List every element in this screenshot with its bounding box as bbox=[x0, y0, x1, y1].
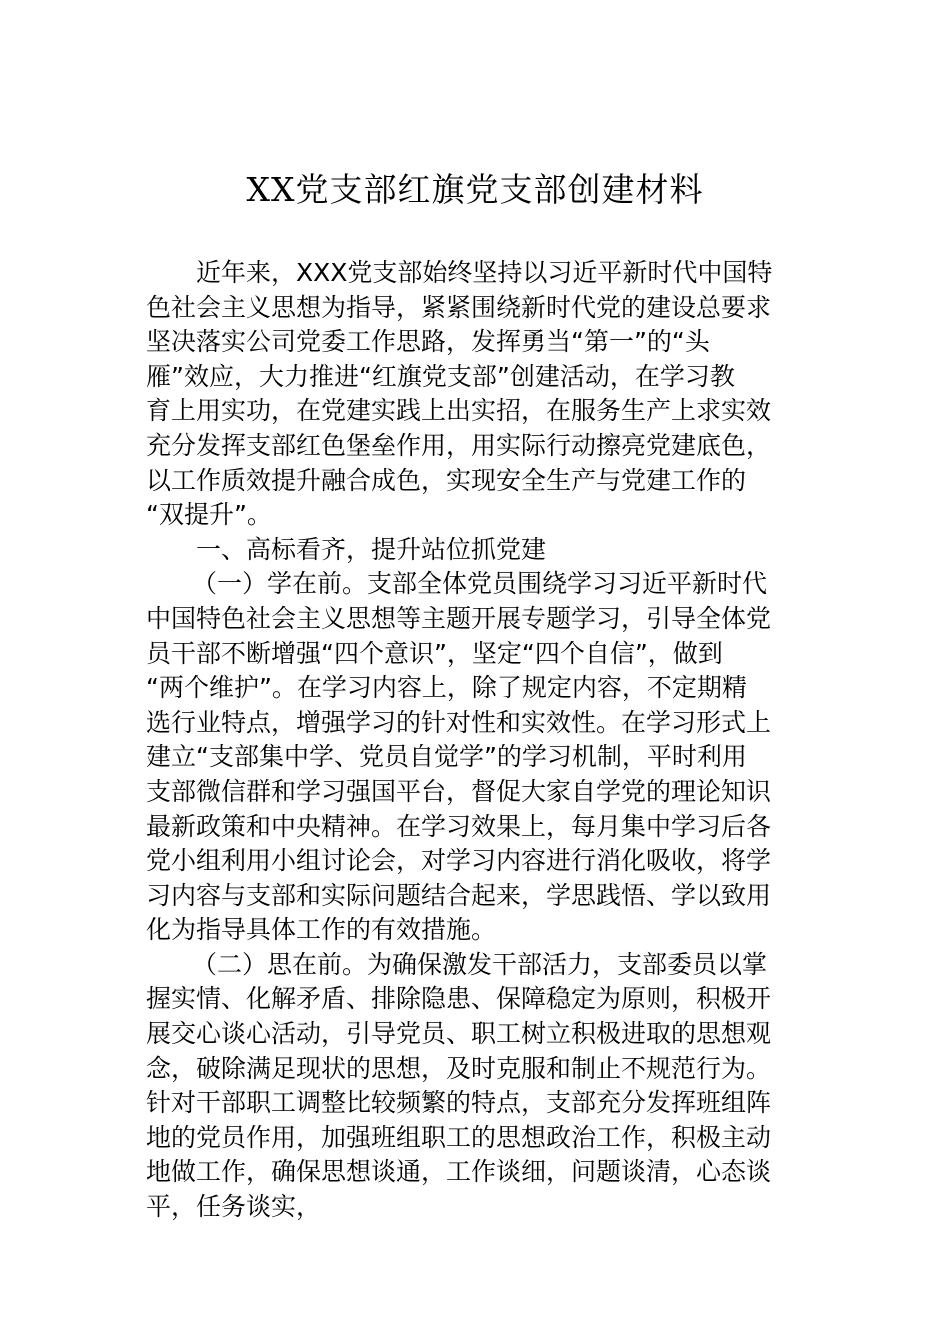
body-line: 握实情、化解矛盾、排除隐患、保障稳定为原则，积极开 bbox=[146, 984, 772, 1014]
document-title: XX党支部红旗党支部创建材料 bbox=[246, 170, 704, 209]
body-line: 近年来，XXX党支部始终坚持以习近平新时代中国特 bbox=[196, 258, 773, 287]
body-line: 地的党员作用，加强班组职工的思想政治工作，积极主动 bbox=[146, 1122, 772, 1152]
body-line: （二）思在前。为确保激发干部活力，支部委员以掌 bbox=[192, 949, 768, 979]
body-line: 平，任务谈实， bbox=[146, 1192, 322, 1222]
body-line: 针对干部职工调整比较频繁的特点，支部充分发挥班组阵 bbox=[146, 1088, 772, 1118]
body-line: （一）学在前。支部全体党员围绕学习习近平新时代 bbox=[192, 569, 768, 599]
body-line: 化为指导具体工作的有效措施。 bbox=[146, 915, 497, 945]
body-line: 展交心谈心活动，引导党员、职工树立积极进取的思想观 bbox=[146, 1019, 772, 1049]
body-line: 以工作质效提升融合成色，实现安全生产与党建工作的 bbox=[146, 465, 747, 495]
body-line: 党小组利用小组讨论会，对学习内容进行消化吸收，将学 bbox=[146, 846, 772, 876]
body-line: 念，破除满足现状的思想，及时克服和制止不规范行为。 bbox=[146, 1053, 772, 1083]
body-line: “两个维护”。在学习内容上，除了规定内容，不定期精 bbox=[146, 673, 747, 703]
body-line: 坚决落实公司党委工作思路，发挥勇当“第一”的“头 bbox=[146, 327, 710, 357]
body-line: “双提升”。 bbox=[146, 500, 272, 530]
body-line: 地做工作，确保思想谈通，工作谈细，问题谈清，心态谈 bbox=[146, 1157, 772, 1187]
section-heading: 一、高标看齐，提升站位抓党建 bbox=[196, 534, 547, 564]
document-body bbox=[146, 256, 816, 1225]
body-line: 雁”效应，大力推进“红旗党支部”创建活动，在学习教 bbox=[146, 361, 735, 391]
body-line: 选行业特点，增强学习的针对性和实效性。在学习形式上 bbox=[146, 707, 772, 737]
body-line: 充分发挥支部红色堡垒作用，用实际行动擦亮党建底色， bbox=[146, 430, 772, 460]
body-line: 员干部不断增强“四个意识”，坚定“四个自信”，做到 bbox=[146, 638, 723, 668]
body-line: 习内容与支部和实际问题结合起来，学思践悟、学以致用 bbox=[146, 880, 772, 910]
body-line: 色社会主义思想为指导，紧紧围绕新时代党的建设总要求 bbox=[146, 292, 772, 322]
body-line: 建立“支部集中学、党员自觉学”的学习机制，平时利用 bbox=[146, 742, 747, 772]
body-line: 支部微信群和学习强国平台，督促大家自学党的理论知识 bbox=[146, 776, 772, 806]
body-line: 中国特色社会主义思想等主题开展专题学习，引导全体党 bbox=[146, 603, 772, 633]
body-line: 育上用实功，在党建实践上出实招，在服务生产上求实效 bbox=[146, 396, 772, 426]
body-line: 最新政策和中央精神。在学习效果上，每月集中学习后各 bbox=[146, 811, 772, 841]
